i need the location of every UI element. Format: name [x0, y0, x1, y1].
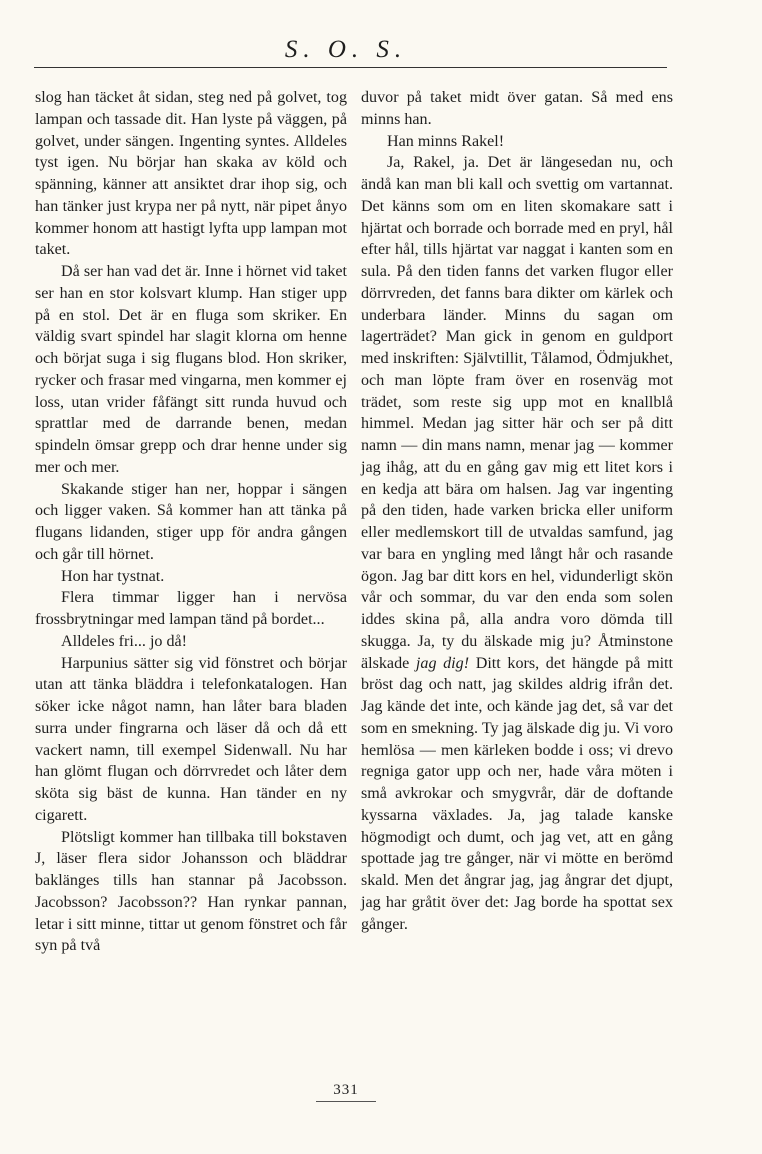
paragraph: Hon har tystnat. [61, 567, 165, 585]
paragraph: Plötsligt kommer han tillbaka till bokstaven J, läser flera sidor Johansson och bläddrar baklänges tills han stannar på Jacobsson. Jacobsson? Jacobsson?? Han rynkar pannan, letar i sitt minne, tittar ut genom fönstret och får syn på två [35, 828, 347, 955]
running-title: S. O. S. [284, 36, 408, 63]
right-column [361, 87, 673, 935]
page-number-rule [316, 1101, 376, 1102]
paragraph: slog han täcket åt sidan, steg ned på golvet, tog lampan och tassade dit. Han lyste på väggen, på golvet, under sängen. Ingenting syntes. Alldeles tyst igen. Nu börjar han skaka av köld och spänning, känner att ansiktet drar ihop sig, och han tänker just krypa ner på nytt, när pipet ånyo kommer honom att hastigt lyfta upp lampan mot taket. [35, 89, 347, 259]
emphasized-text: jag dig! [415, 654, 470, 672]
header-rule [34, 67, 667, 68]
paragraph: duvor på taket midt över gatan. Så med ens minns han. [361, 89, 673, 128]
paragraph: Skakande stiger han ner, hoppar i sängen och ligger vaken. Så kommer han att tänka på flugans lidanden, stiger upp för andra gången och går till hörnet. [35, 480, 347, 563]
paragraph [361, 152, 673, 935]
paragraph: Han minns Rakel! [387, 132, 505, 150]
paragraph: Då ser han vad det är. Inne i hörnet vid taket ser han en stor kolsvart klump. Han stiger upp på en stol. Det är en fluga som skriker. En väldig svart spindel har slagit klorna om henne och börjat suga i sig flugans blod. Hon skriker, rycker och frasar med vingarna, men kommer ej loss, utan vrider fåfängt sitt runda huvud och sprattlar med de darrande benen, medan spindeln ömsar grepp och drar henne under sig mer och mer. [35, 263, 347, 476]
paragraph: Harpunius sätter sig vid fönstret och börjar utan att tänka bläddra i telefonkatalogen. Han söker icke något namn, han låter bara bladen surra under fingrarna och läser då och då ett vackert namn, till exempel Sidenwall. Nu har han glömt flugan och dörrvredet och låter dem sköta sig bäst de kunna. Han tänder en ny cigarett. [35, 654, 347, 824]
paragraph-text: Ditt kors, det hängde på mitt bröst dag och natt, jag skildes aldrig ifrån det. Jag kände det inte, och kände jag det, så var det som en smekning. Ty jag älskade dig ju. Vi voro hemlösa — men kärleken bodde i oss; vi drevo regniga gator upp och ner, hade våra möten i små avkrokar och smygvrår, där de doftande kyssarna växlades. Ja, jag talade kanske högmodigt och dumt, och jag vet, att en gång spottade jag tre gånger, när vi mötte en berömd skald. Men det ångrar jag, jag ångrar det djupt, jag har gråtit över det: Jag borde ha spottat sex gånger. [361, 654, 673, 933]
paragraph-text: Ja, Rakel, ja. Det är längesedan nu, och ändå kan man bli kall och svettig om vartannat. Det känns som om en liten skomakare satt i hjärtat och borrade och borrade med en pryl, hål efter hål, tills hjärtat var naggat i kanten som en sula. På den tiden fanns det varken flugor eller dörrvreden, det fanns bara dikter om kärlek och underbara länder. Minns du sagan om lagerträdet? Man gick in genom en guldport med inskriften: Självtillit, Tålamod, Ödmjukhet, och man löpte fram över en rosenväg mot trädet, som reste sig upp mot en knallblå himmel. Medan jag sitter här och ser på ditt namn — din mans namn, menar jag — kommer jag ihåg, att du en gång gav mig ett litet kors i en kedja att bära om halsen. Jag var ingenting på den tiden, hade varken bricka eller uniform eller medlemskort till de utvaldas samfund, jag var bara en yngling med långt hår och rasande ögon. Jag bar ditt kors en hel, vidunderligt skön vår och sommar, du var den enda som solen iddes skina på, alla andra voro dömda till skugga. Ja, ty du älskade mig ju? Åtminstone älskade [361, 154, 673, 672]
page-number: 331 [333, 1082, 359, 1098]
paragraph: Alldeles fri... jo då! [61, 632, 188, 650]
left-column [35, 87, 347, 957]
paragraph: Flera timmar ligger han i nervösa frossbrytningar med lampan tänd på bordet... [35, 589, 347, 628]
